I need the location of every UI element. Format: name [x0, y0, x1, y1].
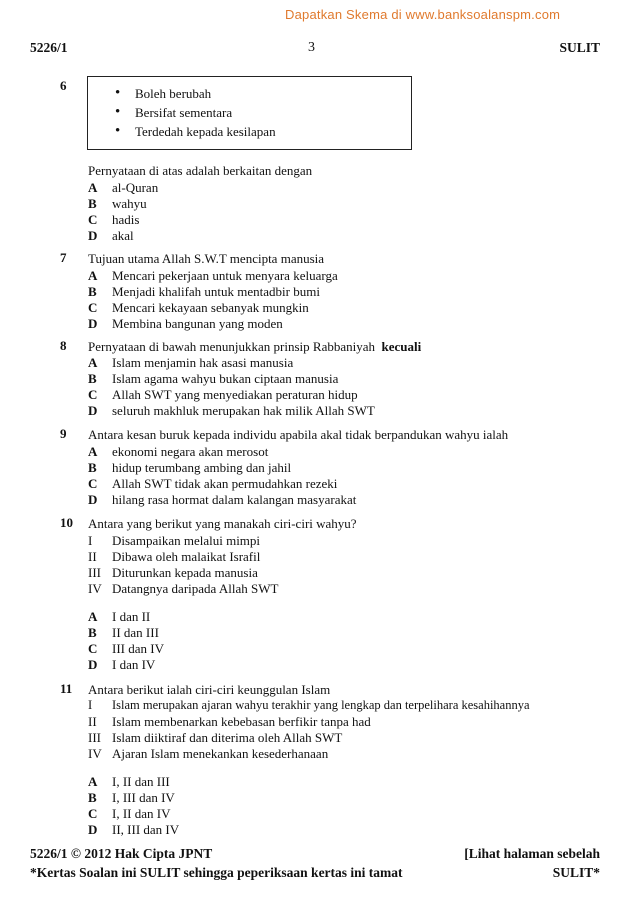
- question-9-stem: Antara kesan buruk kepada individu apabila akal tidak berpandukan wahyu ialah: [88, 427, 509, 442]
- question-11-statement-iv: [88, 745, 328, 762]
- bullet-item: • Bersifat sementara: [115, 103, 276, 122]
- question-8-option-c[interactable]: [88, 386, 358, 403]
- statement-text: Diturunkan kepada manusia: [112, 565, 258, 580]
- option-letter: A: [88, 774, 98, 789]
- question-6-option-c[interactable]: [88, 211, 139, 228]
- question-9-option-a[interactable]: [88, 443, 268, 460]
- option-text: hilang rasa hormat dalam kalangan masyarakat: [112, 492, 357, 507]
- option-letter: B: [88, 196, 97, 211]
- option-letter: B: [88, 625, 97, 640]
- question-11-option-c[interactable]: [88, 805, 170, 822]
- option-letter: D: [88, 316, 98, 331]
- question-10-option-d[interactable]: [88, 656, 155, 673]
- question-7-option-b[interactable]: [88, 283, 320, 300]
- option-letter: C: [88, 806, 98, 821]
- question-6-stem: Pernyataan di atas adalah berkaitan dengan: [88, 163, 313, 178]
- option-text: Islam menjamin hak asasi manusia: [112, 355, 294, 370]
- question-10-number: 10: [60, 515, 73, 530]
- roman-numeral: II: [88, 714, 97, 729]
- option-letter: C: [88, 212, 98, 227]
- option-text: Islam agama wahyu bukan ciptaan manusia: [112, 371, 339, 386]
- option-letter: A: [88, 444, 98, 459]
- question-11-option-b[interactable]: [88, 789, 175, 806]
- roman-numeral: IV: [88, 746, 102, 761]
- question-11-stem: Antara berikut ialah ciri-ciri keunggulan Islam: [88, 682, 331, 697]
- question-10-stem: Antara yang berikut yang manakah ciri-ciri wahyu?: [88, 516, 357, 531]
- question-10-statement-ii: [88, 548, 260, 565]
- option-text: Allah SWT tidak akan permudahkan rezeki: [112, 476, 338, 491]
- option-text: II dan III: [112, 625, 159, 640]
- bullet-item: • Boleh berubah: [115, 84, 276, 103]
- question-6-option-a[interactable]: [88, 179, 158, 196]
- option-letter: B: [88, 371, 97, 386]
- statement-text: Ajaran Islam menekankan kesederhanaan: [112, 746, 329, 761]
- page-number: 3: [308, 40, 315, 55]
- option-letter: A: [88, 355, 98, 370]
- option-letter: D: [88, 657, 98, 672]
- option-letter: B: [88, 284, 97, 299]
- question-8-stem-line: [88, 338, 421, 355]
- option-letter: A: [88, 609, 98, 624]
- option-letter: C: [88, 300, 98, 315]
- question-8-option-a[interactable]: [88, 354, 293, 371]
- statement-text: Islam membenarkan kebebasan berfikir tanpa had: [112, 714, 371, 729]
- option-text: I, III dan IV: [112, 790, 175, 805]
- bullet-item: • Terdedah kepada kesilapan: [115, 122, 276, 141]
- question-11-option-d[interactable]: [88, 821, 179, 838]
- question-9-option-b[interactable]: [88, 459, 291, 476]
- question-10-option-c[interactable]: [88, 640, 164, 657]
- question-6-bullet-list: [115, 84, 276, 141]
- statement-text: Disampaikan melalui mimpi: [112, 533, 261, 548]
- question-6-option-d[interactable]: [88, 227, 134, 244]
- question-11-option-a[interactable]: [88, 773, 170, 790]
- question-11-statement-ii: [88, 713, 371, 730]
- option-text: I, II dan III: [112, 774, 170, 789]
- footer-copyright: 5226/1 © 2012 Hak Cipta JPNT: [30, 846, 213, 861]
- question-10-option-a[interactable]: [88, 608, 150, 625]
- statement-text: Islam diiktiraf dan diterima oleh Allah SWT: [112, 730, 343, 745]
- question-8-option-d[interactable]: [88, 402, 375, 419]
- question-10-statement-iv: [88, 580, 278, 597]
- option-text: ekonomi negara akan merosot: [112, 444, 269, 459]
- roman-numeral: II: [88, 549, 97, 564]
- question-9-option-d[interactable]: [88, 491, 356, 508]
- question-11-number: 11: [60, 681, 73, 696]
- question-11-statement-i: [88, 697, 530, 714]
- question-7-option-d[interactable]: [88, 315, 283, 332]
- question-8-keyword: kecuali: [381, 339, 422, 354]
- option-letter: D: [88, 822, 98, 837]
- question-10-option-b[interactable]: [88, 624, 159, 641]
- question-8-number: 8: [60, 338, 67, 353]
- question-7-option-c[interactable]: [88, 299, 309, 316]
- question-8-option-b[interactable]: [88, 370, 338, 387]
- option-text: akal: [112, 228, 134, 243]
- option-letter: B: [88, 790, 97, 805]
- footer-next-page: [Lihat halaman sebelah: [464, 846, 600, 861]
- question-10-statement-iii: [88, 564, 258, 581]
- option-text: seluruh makhluk merupakan hak milik Allah SWT: [112, 403, 375, 418]
- option-text: I, II dan IV: [112, 806, 171, 821]
- option-text: Allah SWT yang menyediakan peraturan hidup: [112, 387, 358, 402]
- option-letter: D: [88, 403, 98, 418]
- roman-numeral: III: [88, 730, 101, 745]
- footer-note: *Kertas Soalan ini SULIT sehingga peperiksaan kertas ini tamat: [30, 865, 403, 880]
- question-6-option-b[interactable]: [88, 195, 147, 212]
- option-text: Menjadi khalifah untuk mentadbir bumi: [112, 284, 320, 299]
- option-letter: A: [88, 180, 98, 195]
- watermark-text: Dapatkan Skema di www.banksoalanspm.com: [285, 7, 561, 22]
- option-text: I dan II: [112, 609, 151, 624]
- paper-code: 5226/1: [30, 40, 68, 55]
- question-7-number: 7: [60, 250, 67, 265]
- question-10-statement-i: [88, 532, 260, 549]
- option-letter: B: [88, 460, 97, 475]
- option-text: hadis: [112, 212, 140, 227]
- option-text: al-Quran: [112, 180, 159, 195]
- option-text: I dan IV: [112, 657, 156, 672]
- option-text: Mencari kekayaan sebanyak mungkin: [112, 300, 309, 315]
- question-11-statement-iii: [88, 729, 342, 746]
- roman-numeral: IV: [88, 581, 102, 596]
- option-letter: C: [88, 476, 98, 491]
- option-text: wahyu: [112, 196, 147, 211]
- statement-text: Islam merupakan ajaran wahyu terakhir yang lengkap dan terpelihara kesahihannya: [112, 698, 530, 712]
- option-letter: A: [88, 268, 98, 283]
- question-9-number: 9: [60, 426, 67, 441]
- roman-numeral: I: [88, 533, 93, 548]
- roman-numeral: I: [88, 698, 93, 712]
- option-text: II, III dan IV: [112, 822, 180, 837]
- option-text: Mencari pekerjaan untuk menyara keluarga: [112, 268, 338, 283]
- option-letter: D: [88, 228, 98, 243]
- option-letter: D: [88, 492, 98, 507]
- statement-text: Datangnya daripada Allah SWT: [112, 581, 279, 596]
- option-text: hidup terumbang ambing dan jahil: [112, 460, 292, 475]
- statement-text: Dibawa oleh malaikat Israfil: [112, 549, 261, 564]
- option-text: Membina bangunan yang moden: [112, 316, 283, 331]
- option-letter: C: [88, 641, 98, 656]
- option-text: III dan IV: [112, 641, 164, 656]
- roman-numeral: III: [88, 565, 101, 580]
- classification-label: SULIT: [559, 40, 600, 55]
- question-6-statement-box: [87, 76, 412, 150]
- question-6-number: 6: [60, 78, 67, 93]
- question-9-option-c[interactable]: [88, 475, 337, 492]
- footer-classification: SULIT*: [552, 865, 600, 880]
- question-7-option-a[interactable]: [88, 267, 338, 284]
- question-8-stem: Pernyataan di bawah menunjukkan prinsip Rabbaniyah: [88, 339, 376, 354]
- question-7-stem: Tujuan utama Allah S.W.T mencipta manusia: [88, 251, 325, 266]
- option-letter: C: [88, 387, 98, 402]
